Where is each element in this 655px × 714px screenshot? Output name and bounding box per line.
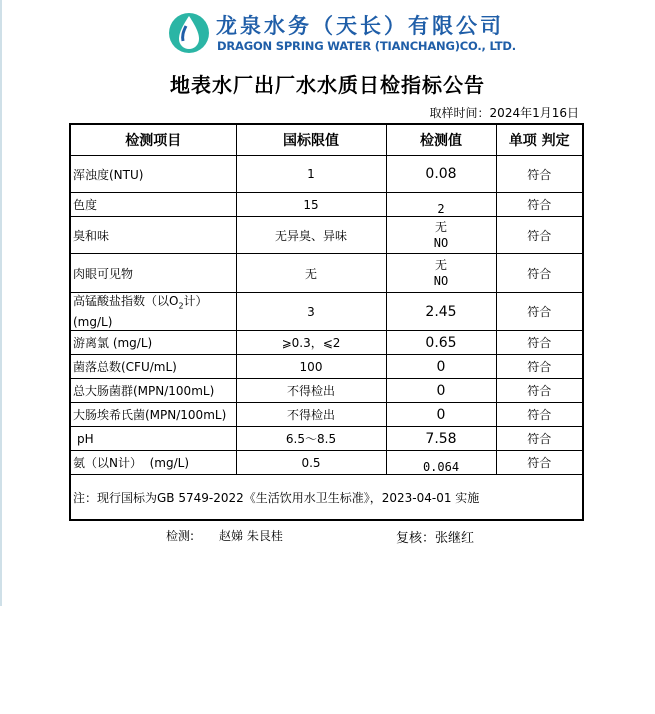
cell-item: 浑浊度(NTU) xyxy=(70,156,236,193)
cell-result: 符合 xyxy=(496,331,583,355)
cell-value: 0 xyxy=(386,355,496,379)
cell-result: 符合 xyxy=(496,355,583,379)
cell-result: 符合 xyxy=(496,156,583,193)
cell-standard: 无异臭、异味 xyxy=(236,217,386,254)
table-row xyxy=(70,331,583,355)
company-name-cn: 龙泉水务（天长）有限公司 xyxy=(216,14,504,38)
cell-item: 大肠埃希氏菌(MPN/100mL) xyxy=(70,403,236,427)
cell-item xyxy=(70,293,236,331)
cell-value: 0.65 xyxy=(386,331,496,355)
cell-standard: ⩾0.3，⩽2 xyxy=(236,331,386,355)
cell-item: 色度 xyxy=(70,193,236,217)
cell-standard: 不得检出 xyxy=(236,403,386,427)
cell-standard: 6.5～8.5 xyxy=(236,427,386,451)
cell-item: 游离氯 (mg/L) xyxy=(70,331,236,355)
value-en: NO xyxy=(433,274,449,288)
cell-value: 0 xyxy=(386,379,496,403)
value-cn: 无 xyxy=(434,220,447,234)
water-drop-logo-icon xyxy=(167,10,211,56)
cell-value: 0.08 xyxy=(386,156,496,193)
table-row xyxy=(70,193,583,217)
value-en: NO xyxy=(433,236,449,250)
cell-item: 总大肠菌群(MPN/100mL) xyxy=(70,379,236,403)
cell-standard: 100 xyxy=(236,355,386,379)
cell-standard: 15 xyxy=(236,193,386,217)
cell-standard: 1 xyxy=(236,156,386,193)
sample-time: 取样时间：2024年1月16日 xyxy=(429,106,579,120)
cell-value: 7.58 xyxy=(386,427,496,451)
value-cn: 无 xyxy=(434,258,447,272)
cell-standard: 0.5 xyxy=(236,451,386,475)
cell-standard: 3 xyxy=(236,293,386,331)
cell-item: 肉眼可见物 xyxy=(70,254,236,293)
header-result: 单项 判定 xyxy=(496,124,583,156)
table-row xyxy=(70,156,583,193)
table-note-row xyxy=(70,475,583,521)
cell-result: 符合 xyxy=(496,293,583,331)
header-item: 检测项目 xyxy=(70,124,236,156)
reviewer: 复核：张继红 xyxy=(396,531,475,546)
water-quality-table xyxy=(69,123,584,521)
item-unit: (mg/L) xyxy=(73,315,113,330)
cell-item: 臭和味 xyxy=(70,217,236,254)
cell-value: 2 xyxy=(386,193,496,217)
inspectors: 赵娣 朱艮桂 xyxy=(219,529,283,543)
cell-result: 符合 xyxy=(496,379,583,403)
cell-value: 2.45 xyxy=(386,293,496,331)
cell-value: 0.064 xyxy=(386,451,496,475)
header-standard: 国标限值 xyxy=(236,124,386,156)
cell-value xyxy=(386,254,496,293)
standard-note: 注：现行国标为GB 5749-2022《生活饮用水卫生标准》，2023-04-01 实施 xyxy=(70,475,583,521)
cell-result: 符合 xyxy=(496,427,583,451)
table-row xyxy=(70,451,583,475)
cell-result: 符合 xyxy=(496,403,583,427)
table-row xyxy=(70,403,583,427)
table-header-row xyxy=(70,124,583,156)
table-row xyxy=(70,254,583,293)
table-row xyxy=(70,217,583,254)
cell-result: 符合 xyxy=(496,451,583,475)
cell-result: 符合 xyxy=(496,217,583,254)
cell-item: 氨（以N计） (mg/L) xyxy=(70,451,236,475)
company-name-en: DRAGON SPRING WATER (TIANCHANG)CO., LTD. xyxy=(217,39,516,53)
cell-item: 菌落总数(CFU/mL) xyxy=(70,355,236,379)
cell-result: 符合 xyxy=(496,193,583,217)
page-title: 地表水厂出厂水水质日检指标公告 xyxy=(170,73,485,97)
inspect-label: 检测: xyxy=(166,529,195,543)
item-subscript: 2 xyxy=(178,301,184,311)
table-row xyxy=(70,293,583,331)
table-row xyxy=(70,355,583,379)
company-logo xyxy=(167,10,516,58)
cell-standard: 无 xyxy=(236,254,386,293)
header-value: 检测值 xyxy=(386,124,496,156)
item-text: 高锰酸盐指数（以O xyxy=(73,294,179,308)
table-row xyxy=(70,427,583,451)
cell-result: 符合 xyxy=(496,254,583,293)
cell-item: pH xyxy=(70,427,236,451)
cell-value xyxy=(386,217,496,254)
cell-standard: 不得检出 xyxy=(236,379,386,403)
table-row xyxy=(70,379,583,403)
cell-value: 0 xyxy=(386,403,496,427)
item-text-end: 计） xyxy=(183,294,208,308)
